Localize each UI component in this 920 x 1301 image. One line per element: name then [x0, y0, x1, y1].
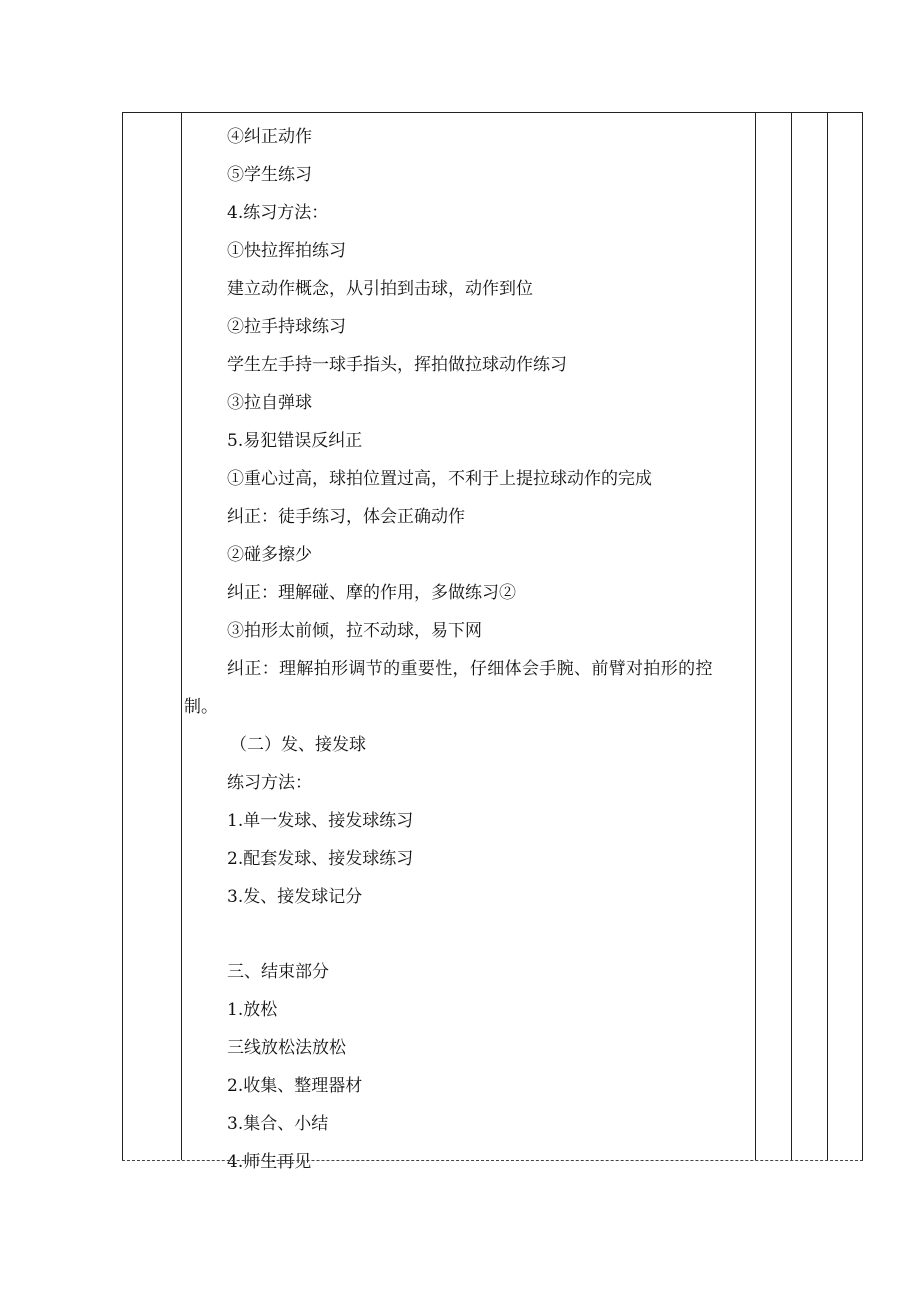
step-line: ③拍形太前倾，拉不动球，易下网	[227, 621, 482, 641]
text-line: 纠正：理解碰、摩的作用，多做练习②	[227, 583, 516, 603]
section-heading: 三、结束部分	[227, 962, 329, 982]
lesson-plan-table	[122, 112, 863, 1172]
step-line: ②碰多擦少	[227, 545, 312, 565]
section-heading: 5.易犯错误反纠正	[227, 431, 363, 451]
step-line: 2.收集、整理器材	[227, 1076, 363, 1096]
section-heading: 4.练习方法：	[227, 203, 329, 223]
section-heading: （二）发、接发球	[230, 735, 366, 755]
step-line: 1.放松	[227, 1000, 278, 1020]
text-line: 练习方法：	[227, 773, 312, 793]
step-line: 4.师生再见	[227, 1152, 312, 1172]
step-line: ②拉手持球练习	[227, 317, 346, 337]
text-line: 纠正：理解拍形调节的重要性，仔细体会手腕、前臂对拍形的控	[227, 659, 713, 679]
step-line: ③拉自弹球	[227, 393, 312, 413]
step-line: ①快拉挥拍练习	[227, 241, 346, 261]
step-line: 2.配套发球、接发球练习	[227, 849, 414, 869]
step-line: 3.集合、小结	[227, 1114, 329, 1134]
text-line: 纠正：徒手练习，体会正确动作	[227, 507, 465, 527]
text-line: 学生左手持一球手指头，挥拍做拉球动作练习	[227, 355, 567, 375]
text-line: 三线放松法放松	[227, 1038, 346, 1058]
step-line: ①重心过高，球拍位置过高，不利于上提拉球动作的完成	[227, 469, 652, 489]
step-line: ⑤学生练习	[227, 165, 312, 185]
text-line: 制。	[184, 697, 218, 717]
table-bottom-border	[122, 1160, 863, 1161]
text-line: 建立动作概念，从引拍到击球，动作到位	[227, 279, 533, 299]
step-line: 3.发、接发球记分	[227, 887, 363, 907]
step-line: ④纠正动作	[227, 127, 312, 147]
step-line: 1.单一发球、接发球练习	[227, 811, 414, 831]
column-divider	[827, 113, 828, 1160]
lesson-content-cell	[182, 113, 812, 1172]
